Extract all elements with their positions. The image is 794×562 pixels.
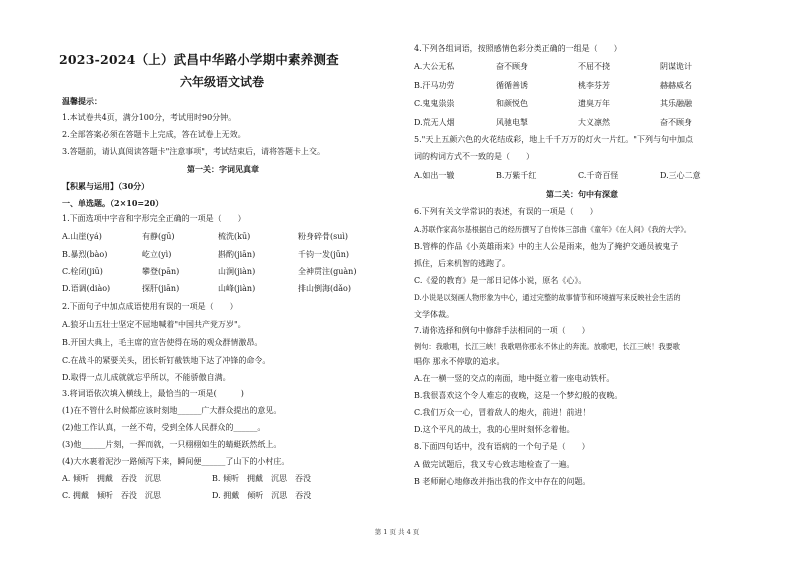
option-cell: B.暴烈(bào) <box>62 250 108 259</box>
option-cell: 风驰电掣 <box>496 118 528 127</box>
notice-item: 2.全部答案必须在答题卡上完成，答在试卷上无效。 <box>62 130 246 139</box>
option-cell: A.大公无私 <box>414 62 455 71</box>
question-7-option: C.我们万众一心，冒着敌人的炮火，前进！前进！ <box>414 408 591 417</box>
question-7-option: B.我很喜欢这个令人难忘的夜晚，这是一个梦幻般的夜晚。 <box>414 391 623 400</box>
question-7-option: A.在一横一竖的交点的南面，地中挺立着一座电动铁杆。 <box>414 374 615 383</box>
option-cell: 千钧一发(jūn) <box>298 250 350 259</box>
question-2-option: A.狼牙山五壮士坚定不屈地喊着"中国共产党万岁"。 <box>62 320 246 329</box>
page-subtitle: 六年级语文试卷 <box>180 75 265 89</box>
option-cell: 循循善诱 <box>496 81 528 90</box>
option-cell: 赫赫威名 <box>660 81 692 90</box>
option-cell: 和颜悦色 <box>496 99 528 108</box>
question-8-option: A 做完试题后，我又专心致志地检查了一遍。 <box>414 460 575 469</box>
question-7-option: D.这个平凡的战士，我的心里时刻怀念着他。 <box>414 425 575 434</box>
option-cell: D.荒无人烟 <box>414 118 455 127</box>
option-cell: 全神贯注(guàn) <box>298 267 357 276</box>
question-7-example: 例句：我歌唱，长江三峡！我歌唱你那永不休止的奔流。放歌吧，长江三峡！我要歌 <box>414 342 680 351</box>
question-5-stem-continued: 词的构词方式不一致的是（ ） <box>414 152 534 161</box>
question-3-item: (3)他______片刻，一挥而就，一只栩栩如生的蜻蜓跃然纸上。 <box>62 440 282 449</box>
question-6-line: B.管桦的作品《小英雄雨来》中的主人公是雨来，他为了掩护交通员被鬼子 <box>414 242 679 251</box>
question-5-option: C.千奇百怪 <box>578 171 619 180</box>
notice-heading: 温馨提示： <box>62 96 102 106</box>
option-cell: 不屈不挠 <box>578 62 610 71</box>
right-column <box>414 0 744 562</box>
question-8-option: B 老师耐心地修改并指出我的作文中存在的问题。 <box>414 477 591 486</box>
question-6-line: D.小说是以刻画人物形象为中心，通过完整的故事情节和环境描写来反映社会生活的 <box>414 293 681 302</box>
option-cell: 探肝(jiān) <box>142 284 180 293</box>
left-column <box>59 0 384 562</box>
question-2-stem: 2.下面句子中加点成语使用有误的一项是（ ） <box>62 302 238 311</box>
question-6-line: 抓住，后来机智的逃跑了。 <box>414 259 510 268</box>
option-cell: 其乐融融 <box>660 99 692 108</box>
option-cell: 斟酌(jiān) <box>218 250 256 259</box>
option-cell: 排山倒海(dǎo) <box>298 284 351 293</box>
notice-item: 3.答题前，请认真阅读答题卡"注意事项"，考试结束后，请将答题卡上交。 <box>62 147 325 156</box>
question-5-option: D.三心二意 <box>660 171 701 180</box>
option-cell: 阴谋诡计 <box>660 62 692 71</box>
question-3-item: (4)大水裹着泥沙一路倾泻下来，瞬间便______了山下的小村庄。 <box>62 457 290 466</box>
option-cell: 奋不顾身 <box>660 118 692 127</box>
option-cell: 遗臭万年 <box>578 99 610 108</box>
question-5-option: A.如出一辙 <box>414 171 455 180</box>
question-7-example-continued: 唱你 那永不停歇的追求。 <box>414 357 505 366</box>
option-cell: B.汗马功劳 <box>414 81 455 90</box>
option-cell: 屹立(yì) <box>142 250 172 259</box>
option-cell: 奋不顾身 <box>496 62 528 71</box>
question-3-option: C. 拥戴 倾听 吞没 沉思 <box>62 491 161 500</box>
question-8-stem: 8.下面四句话中，没有语病的一个句子是（ ） <box>414 442 590 451</box>
option-cell: C.栓闭(jiū) <box>62 267 103 276</box>
option-cell: 山涧(jiàn) <box>218 267 256 276</box>
page-title: 2023-2024（上）武昌中华路小学期中素养测查 <box>59 52 339 67</box>
single-choice-heading: 一、单选题。（2×10=20） <box>62 198 164 208</box>
question-2-option: D.取得一点儿成就就忘乎所以，不能骄傲自满。 <box>62 373 231 382</box>
question-7-stem: 7.请你选择和例句中修辞手法相同的一项（ ） <box>414 326 590 335</box>
question-6-stem: 6.下列有关文学常识的表述，有误的一项是（ ） <box>414 207 598 216</box>
option-cell: 桃李芬芳 <box>578 81 610 90</box>
option-cell: 有静(gū) <box>142 232 175 241</box>
section-title: 第二关：句中有深意 <box>546 189 618 199</box>
question-2-option: B.开国大典上，毛主席的宣告使得在场的观众群情激昂。 <box>62 338 263 347</box>
option-cell: C.鬼鬼祟祟 <box>414 99 455 108</box>
question-5-stem: 5."天上五颜六色的火花结成彩，地上千千万万的灯火一片红。"下列与句中加点 <box>414 135 693 144</box>
option-cell: D.语调(diào) <box>62 284 111 293</box>
notice-item: 1.本试卷共4页，满分100分，考试用时90分钟。 <box>62 113 237 122</box>
question-3-stem: 3.将词语依次填入横线上，最恰当的一项是( ) <box>62 389 244 398</box>
option-cell: 山峰(jiàn) <box>218 284 256 293</box>
part-heading: 【积累与运用】（30分） <box>62 181 150 191</box>
question-5-option: B.万紫千红 <box>496 171 537 180</box>
question-6-line: C.《爱的教育》是一部日记体小说，原名《心》。 <box>414 276 587 285</box>
question-3-item: (1)在不管什么时候都应该时刻地______广大群众提出的意见。 <box>62 406 282 415</box>
option-cell: 粉身碎骨(suì) <box>298 232 349 241</box>
option-cell: 大义凛然 <box>578 118 610 127</box>
option-cell: A.山崖(yá) <box>62 232 102 241</box>
question-3-option: B. 倾听 拥戴 沉思 吞没 <box>212 474 311 483</box>
page-number: 第 1 页 共 4 页 <box>374 528 420 536</box>
section-title: 第一关：字词见真章 <box>187 164 259 174</box>
option-cell: 攀登(pān) <box>142 267 180 276</box>
question-3-option: D. 拥戴 倾听 沉思 吞没 <box>212 491 312 500</box>
question-4-stem: 4.下列各组词语，按照感情色彩分类正确的一组是（ ） <box>414 44 622 53</box>
question-3-item: (2)他工作认真，一丝不苟，受到全体人民群众的______。 <box>62 423 266 432</box>
question-2-option: C.在战斗的紧要关头，团长斩钉截铁地下达了冲锋的命令。 <box>62 356 271 365</box>
question-3-option: A. 倾听 拥戴 吞没 沉思 <box>62 474 161 483</box>
question-6-line: A.苏联作家高尔基根据自己的经历撰写了自传体三部曲《童年》《在人间》《我的大学》。 <box>414 225 691 234</box>
option-cell: 梳洗(kū) <box>218 232 251 241</box>
question-1-stem: 1.下面选项中字音和字形完全正确的一项是（ ） <box>62 214 246 223</box>
question-6-line: 文学体裁。 <box>414 310 454 319</box>
